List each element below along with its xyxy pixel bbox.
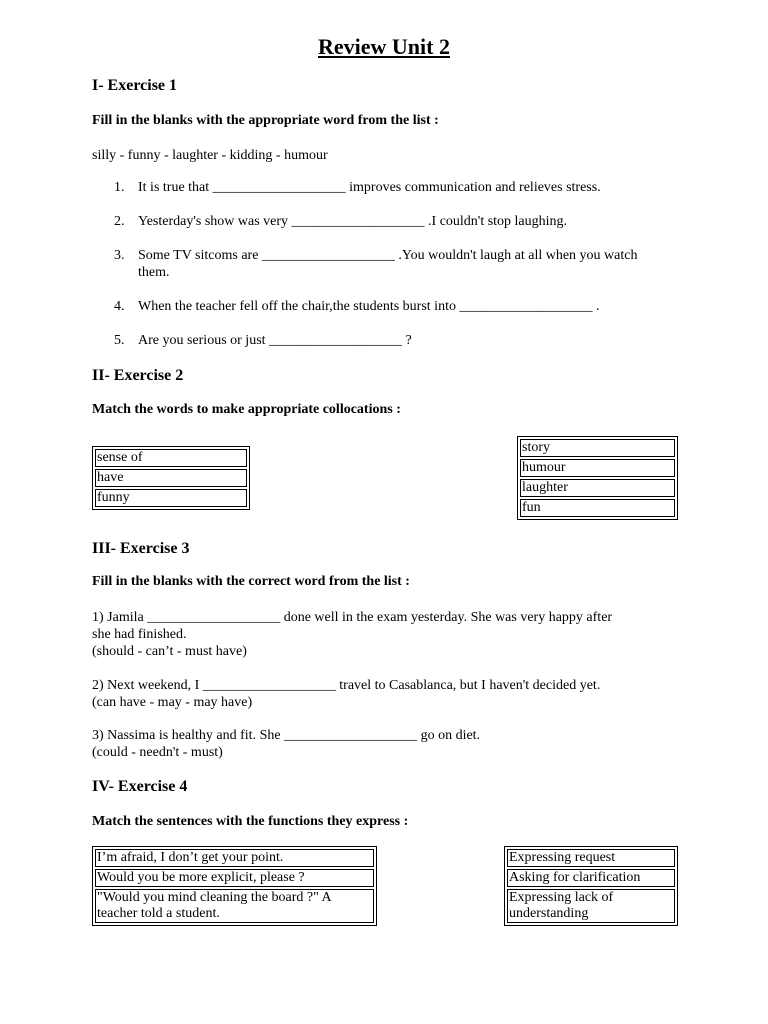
list-item	[92, 298, 672, 315]
table-cell: Expressing request	[507, 849, 675, 867]
table-cell: Asking for clarification	[507, 869, 675, 887]
question-options: (could - needn't - must)	[92, 745, 223, 760]
table-cell: I’m afraid, I don’t get your point.	[95, 849, 374, 867]
functions-right-table	[504, 846, 678, 926]
item-number: 4.	[114, 299, 125, 314]
exercise-3-question-3	[92, 727, 682, 761]
page-title: Review Unit 2	[318, 34, 450, 59]
table-cell: have	[95, 469, 247, 487]
functions-left-table	[92, 846, 377, 926]
list-item	[92, 332, 672, 349]
table-cell: story	[520, 439, 675, 457]
exercise-3-heading: III- Exercise 3	[92, 540, 190, 557]
list-item	[92, 213, 672, 230]
item-text: Yesterday's show was very ___________________ .I couldn't stop laughing.	[138, 214, 568, 229]
table-cell: funny	[95, 489, 247, 507]
item-text: When the teacher fell off the chair,the students burst into ___________________ .	[138, 299, 600, 314]
item-text: Some TV sitcoms are ___________________ .You wouldn't laugh at all when you watch them.	[138, 248, 638, 280]
table-cell: sense of	[95, 449, 247, 467]
exercise-3-question-2	[92, 677, 682, 711]
question-options: (should - can’t - must have)	[92, 644, 247, 659]
exercise-3-instruction: Fill in the blanks with the correct word from the list :	[92, 574, 410, 589]
exercise-4-instruction: Match the sentences with the functions they express :	[92, 814, 409, 829]
table-cell: humour	[520, 459, 675, 477]
exercise-3-question-1	[92, 609, 682, 660]
item-text: It is true that ___________________ improves communication and relieves stress.	[138, 180, 601, 195]
item-number: 3.	[114, 248, 125, 263]
item-number: 1.	[114, 180, 125, 195]
table-cell: laughter	[520, 479, 675, 497]
item-number: 2.	[114, 214, 125, 229]
table-cell: Expressing lack of understanding	[507, 889, 675, 923]
exercise-1-heading: I- Exercise 1	[92, 77, 178, 94]
table-cell: fun	[520, 499, 675, 517]
table-cell: "Would you mind cleaning the board ?" A teacher told a student.	[95, 889, 374, 923]
list-item	[92, 179, 672, 196]
exercise-1-instruction: Fill in the blanks with the appropriate word from the list :	[92, 113, 439, 128]
question-text: 3) Nassima is healthy and fit. She ___________________ go on diet.	[92, 728, 481, 743]
exercise-2-heading: II- Exercise 2	[92, 367, 184, 384]
list-item	[92, 247, 672, 281]
exercise-2-instruction: Match the words to make appropriate collocations :	[92, 402, 401, 417]
collocation-left-table	[92, 446, 250, 510]
exercise-1-word-list: silly - funny - laughter - kidding - humour	[92, 148, 328, 163]
question-text: she had finished.	[92, 627, 187, 642]
item-number: 5.	[114, 333, 125, 348]
question-text: 1) Jamila ___________________ done well in the exam yesterday. She was very happy after	[92, 610, 613, 625]
question-text: 2) Next weekend, I ___________________ travel to Casablanca, but I haven't decided yet.	[92, 678, 601, 693]
exercise-1-items	[92, 179, 672, 349]
exercise-4-heading: IV- Exercise 4	[92, 778, 188, 795]
item-text: Are you serious or just ___________________ ?	[138, 333, 412, 348]
question-options: (can have - may - may have)	[92, 695, 253, 710]
table-cell: Would you be more explicit, please ?	[95, 869, 374, 887]
collocation-right-table	[517, 436, 678, 520]
